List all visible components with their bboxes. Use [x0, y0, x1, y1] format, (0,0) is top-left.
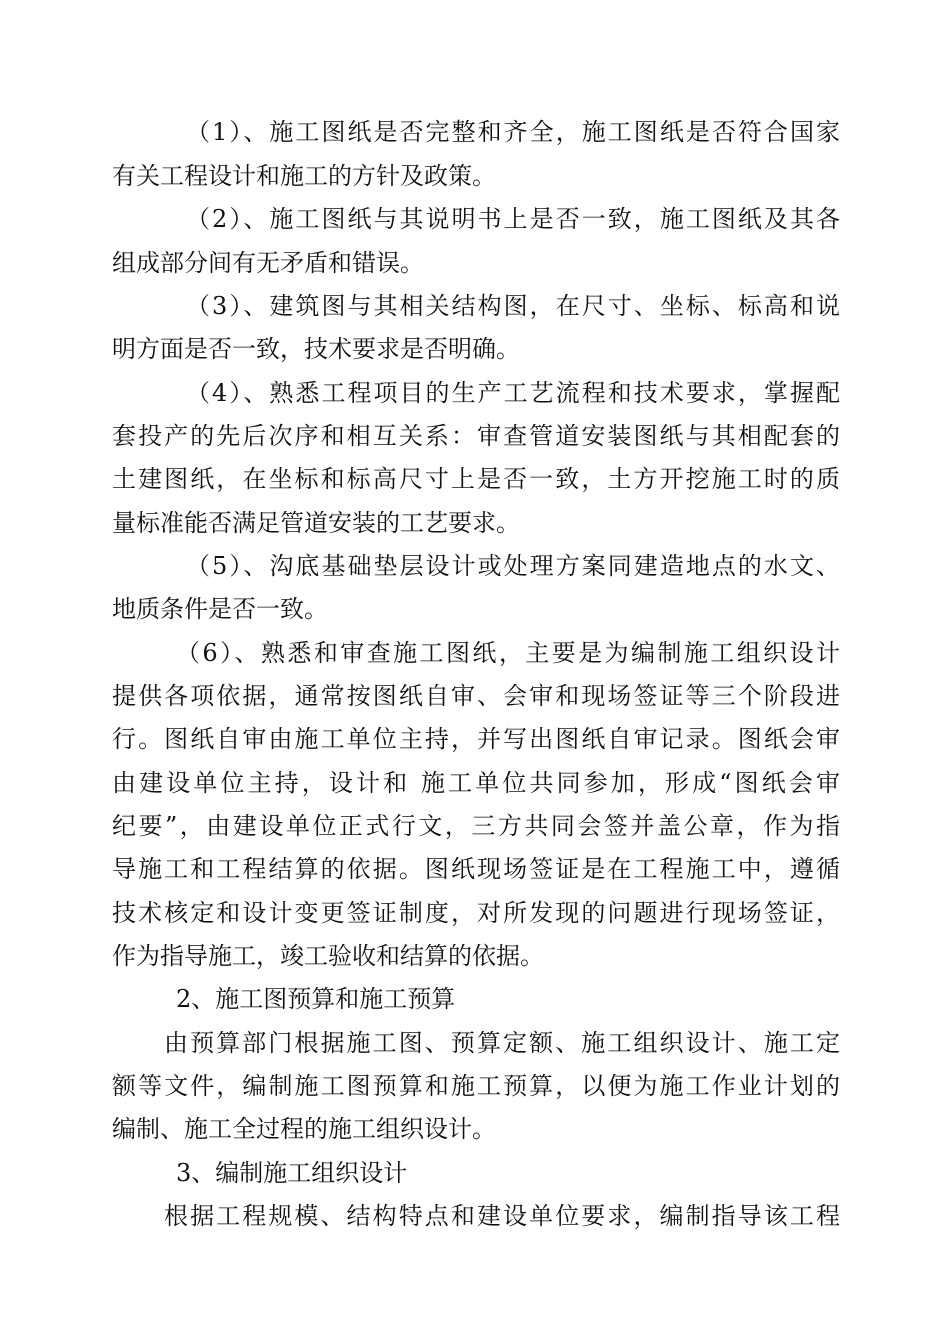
para-7-line-2: 额等文件，编制施工图预算和施工预算，以便为施工作业计划的 — [112, 1072, 840, 1100]
para-2-line-1: （2）、施工图纸与其说明书上是否一致，施工图纸及其各 — [186, 205, 840, 233]
para-6-line-7: 技术核定和设计变更签证制度，对所发现的问题进行现场签证， — [112, 899, 840, 927]
para-3-line-1: （3）、建筑图与其相关结构图，在尺寸、坐标、标高和说 — [186, 292, 840, 320]
para-7-line-1: 由预算部门根据施工图、预算定额、施工组织设计、施工定 — [164, 1029, 840, 1057]
para-1-line-1: （1）、施工图纸是否完整和齐全，施工图纸是否符合国家 — [186, 118, 840, 146]
para-7-line-3: 编制、施工全过程的施工组织设计。 — [112, 1115, 496, 1143]
para-6-line-8: 作为指导施工，竣工验收和结算的依据。 — [112, 942, 544, 970]
para-8-line-1: 根据工程规模、结构特点和建设单位要求，编制指导该工程 — [164, 1202, 840, 1230]
para-4-line-2: 套投产的先后次序和相互关系：审查管道安装图纸与其相配套的 — [112, 422, 840, 450]
para-1-line-2: 有关工程设计和施工的方针及政策。 — [112, 162, 496, 190]
section-heading-2: 2、施工图预算和施工预算 — [176, 985, 456, 1013]
para-6-line-2: 提供各项依据，通常按图纸自审、会审和现场签证等三个阶段进 — [112, 682, 840, 710]
para-5-line-1: （5）、沟底基础垫层设计或处理方案同建造地点的水文、 — [186, 552, 840, 580]
para-4-line-1: （4）、熟悉工程项目的生产工艺流程和技术要求，掌握配 — [186, 379, 840, 407]
para-6-line-1: （6）、熟悉和审查施工图纸，主要是为编制施工组织设计 — [176, 639, 840, 667]
para-2-line-2: 组成部分间有无矛盾和错误。 — [112, 249, 424, 277]
section-heading-3: 3、编制施工组织设计 — [176, 1159, 408, 1187]
para-6-line-6: 导施工和工程结算的依据。图纸现场签证是在工程施工中，遵循 — [112, 855, 840, 883]
para-6-line-5: 纪要”，由建设单位正式行文，三方共同会签并盖公章，作为指 — [112, 812, 840, 840]
para-6-line-3: 行。图纸自审由施工单位主持，并写出图纸自审记录。图纸会审 — [112, 725, 840, 753]
para-4-line-3: 土建图纸，在坐标和标高尺寸上是否一致，土方开挖施工时的质 — [112, 465, 840, 493]
para-6-line-4: 由建设单位主持，设计和 施工单位共同参加，形成“图纸会审 — [112, 769, 840, 797]
para-5-line-2: 地质条件是否一致。 — [112, 595, 328, 623]
para-3-line-2: 明方面是否一致，技术要求是否明确。 — [112, 335, 520, 363]
para-4-line-4: 量标准能否满足管道安装的工艺要求。 — [112, 509, 520, 537]
